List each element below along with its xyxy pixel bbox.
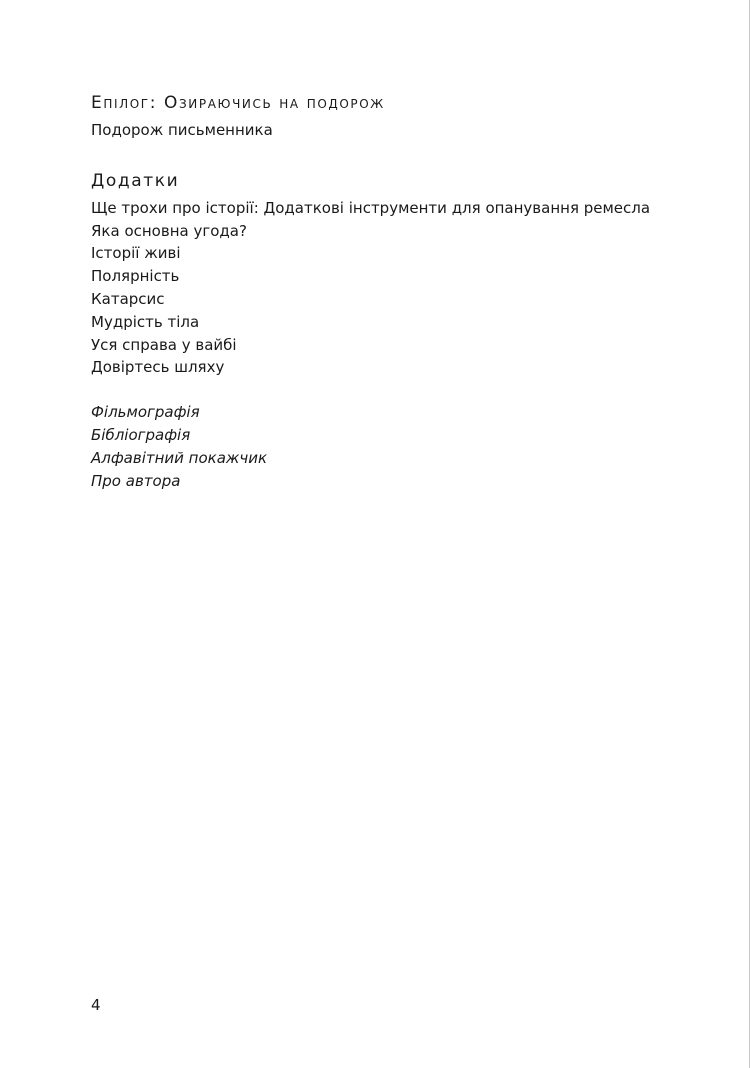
toc-entry-appendix-5: Катарсис — [91, 289, 165, 308]
toc-entry-appendix-7: Уся справа у вайбі — [91, 335, 237, 354]
toc-entry-appendix-6: Мудрість тіла — [91, 312, 200, 331]
toc-entry-appendix-4: Полярність — [91, 267, 180, 286]
table-of-contents — [91, 90, 711, 492]
page-number: 4 — [91, 996, 101, 1014]
toc-entry-filmography: Фільмографія — [91, 403, 200, 422]
appendices-heading: Додатки — [91, 170, 180, 191]
toc-entry-epilogue-1: Подорож письменника — [91, 121, 273, 139]
toc-entry-appendix-2: Яка основна угода? — [91, 221, 247, 240]
epilogue-heading: Епілог: Озираючись на подорож — [91, 93, 385, 113]
toc-entry-appendix-8: Довіртесь шляху — [91, 358, 225, 377]
toc-entry-appendix-3: Історії живі — [91, 244, 181, 263]
toc-entry-bibliography: Бібліографія — [91, 425, 191, 444]
toc-entry-about-author: Про автора — [91, 471, 181, 490]
toc-entry-appendix-1: Ще трохи про історії: Додаткові інструменти для опанування ремесла — [91, 198, 651, 217]
toc-entry-index: Алфавітний покажчик — [91, 448, 268, 467]
